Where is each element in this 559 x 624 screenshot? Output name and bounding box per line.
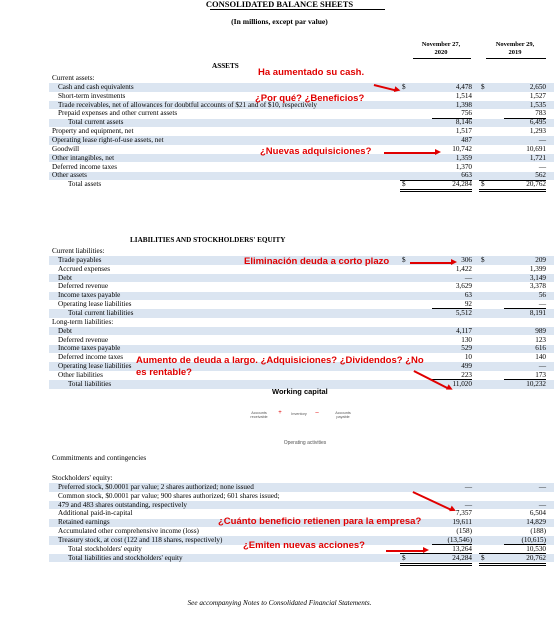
row-label: Income taxes payable [58, 291, 121, 300]
title-underline [210, 9, 385, 10]
value-2020: 1,514 [455, 91, 472, 100]
annotation-long-debt-1: Aumento de deuda a largo. ¿Adquisiciones? ¿Dividendos? ¿No [136, 355, 424, 366]
value-2019: 6,495 [529, 118, 546, 127]
total-top-rule [479, 553, 546, 554]
value-2019: (10,615) [521, 535, 546, 544]
value-2019: 8,191 [529, 308, 546, 317]
row-label: Other assets [52, 171, 87, 180]
wc-activities: Operating activities [283, 440, 327, 446]
row-label: Retained earnings [58, 518, 110, 527]
row-label: Long-term liabilities: [52, 317, 114, 326]
total-double-rule [400, 563, 472, 566]
wc-plus: + [278, 410, 282, 416]
row-label: Total stockholders' equity [68, 544, 142, 553]
value-2020: 8,146 [455, 118, 472, 127]
value-2019: — [538, 162, 546, 171]
annotation-why: ¿Por qué? ¿Beneficios? [255, 93, 365, 104]
arrow-treasury [386, 550, 424, 552]
dollar-sign: $ [402, 255, 406, 264]
value-2020: 1,359 [455, 153, 472, 162]
annotation-cash: Ha aumentado su cash. [258, 67, 365, 78]
dollar-sign: $ [481, 82, 485, 91]
dollar-sign: $ [402, 553, 406, 562]
row-label: Total current assets [68, 118, 124, 127]
row-label: Goodwill [52, 144, 80, 153]
row-label: Total liabilities [68, 379, 112, 388]
working-capital-title: Working capital [272, 387, 328, 396]
value-2020: 63 [464, 291, 472, 300]
value-2020: — [464, 482, 472, 491]
annotation-long-debt-2: es rentable? [136, 367, 192, 378]
assets-heading: ASSETS [212, 62, 239, 70]
value-2019: 10,691 [526, 144, 546, 153]
row-label: Total liabilities and stockholders' equity [68, 553, 183, 562]
value-2019: 989 [535, 326, 546, 335]
subtotal-rule [504, 118, 546, 119]
dollar-sign: $ [481, 180, 485, 189]
value-2019: 1,293 [529, 127, 546, 136]
value-2019: 209 [535, 255, 546, 264]
subtotal-rule [432, 308, 472, 309]
value-2019: — [538, 300, 546, 309]
row-label: Debt [58, 326, 72, 335]
total-top-rule [400, 180, 472, 181]
value-2020: (13,546) [447, 535, 472, 544]
col-header-2020: November 27, 2020 [421, 41, 461, 56]
value-2020: 223 [461, 370, 472, 379]
value-2019: 14,829 [526, 518, 546, 527]
value-2019: 173 [535, 370, 546, 379]
commitments-label: Commitments and contingencies [52, 454, 147, 462]
value-2020: 756 [461, 109, 472, 118]
row-label: Current assets: [52, 74, 95, 82]
value-2019: 616 [535, 344, 546, 353]
row-label: Current liabilities: [52, 247, 105, 255]
col-header-rule-a [413, 58, 471, 59]
row-band [49, 327, 554, 336]
wc-minus: – [315, 410, 319, 416]
row-label: Trade payables [58, 255, 102, 264]
footer-note: See accompanying Notes to Consolidated Financial Statements. [187, 599, 372, 607]
page-subtitle: (In millions, except par value) [231, 17, 328, 26]
row-band [49, 292, 554, 301]
value-2020: 7,357 [455, 509, 472, 518]
value-2019: — [538, 135, 546, 144]
value-2020: — [464, 500, 472, 509]
row-label: Operating lease right-of-use assets, net [52, 135, 164, 144]
subtotal-rule [504, 544, 546, 545]
annotation-short-debt: Eliminación deuda a corto plazo [244, 256, 390, 267]
value-2020: 529 [461, 344, 472, 353]
value-2020: 306 [461, 255, 472, 264]
dollar-sign: $ [481, 255, 485, 264]
row-label: Deferred income taxes [58, 353, 124, 362]
liabilities-heading: LIABILITIES AND STOCKHOLDERS' EQUITY [130, 236, 286, 244]
value-2019: 6,504 [529, 509, 546, 518]
annotation-shares: ¿Emiten nuevas acciones? [243, 540, 365, 551]
value-2019: 783 [535, 109, 546, 118]
value-2019: 3,378 [529, 282, 546, 291]
row-label: Cash and cash equivalents [58, 82, 134, 91]
total-top-rule [400, 553, 472, 554]
wc-payable: Accounts payable [335, 411, 351, 419]
row-label: Other intangibles, net [52, 153, 115, 162]
value-2019: 20,762 [526, 553, 546, 562]
value-2020: 24,284 [452, 553, 472, 562]
value-2019: 562 [535, 171, 546, 180]
annotation-acquisitions: ¿Nuevas adquisiciones? [260, 146, 372, 157]
subtotal-rule [432, 118, 472, 119]
total-double-rule [479, 189, 546, 192]
row-label: Deferred revenue [58, 335, 109, 344]
value-2020: 10 [464, 353, 472, 362]
row-label: Additional paid-in-capital [58, 509, 133, 518]
row-label: Operating lease liabilities [58, 362, 132, 371]
value-2019: 1,535 [529, 100, 546, 109]
value-2019: 1,721 [529, 153, 546, 162]
row-label: 479 and 483 shares outstanding, respectively [58, 500, 187, 509]
subtotal-rule [504, 379, 546, 380]
annotation-retained: ¿Cuánto beneficio retienen para la empresa? [218, 516, 422, 527]
col-header-rule-b [486, 58, 546, 59]
value-2020: 1,422 [455, 264, 472, 273]
value-2020: 19,611 [452, 518, 472, 527]
row-band [49, 345, 554, 354]
row-label: Treasury stock, at cost (122 and 118 shares, respectively) [58, 535, 223, 544]
row-label: Income taxes payable [58, 344, 121, 353]
value-2019: 10,530 [526, 544, 546, 553]
value-2020: 4,478 [455, 82, 472, 91]
value-2019: (188) [530, 527, 546, 536]
value-2019: — [538, 362, 546, 371]
value-2019: — [538, 500, 546, 509]
row-label: Property and equipment, net [52, 127, 134, 136]
row-band [49, 274, 554, 283]
subtotal-rule [504, 308, 546, 309]
wc-inventory: Inventory [291, 412, 307, 416]
row-label: Trade receivables, net of allowances for doubtful accounts of $21 and of $10, respectively [58, 100, 317, 109]
row-label: Other liabilities [58, 370, 103, 379]
row-label: Short-term investments [58, 91, 126, 100]
value-2019: 123 [535, 335, 546, 344]
row-band [49, 119, 554, 128]
subtotal-rule [432, 379, 472, 380]
col-header-2019: November 29, 2019 [495, 41, 535, 56]
row-label: Deferred revenue [58, 282, 109, 291]
dollar-sign: $ [481, 553, 485, 562]
value-2020: 487 [461, 135, 472, 144]
value-2019: — [538, 482, 546, 491]
row-label: Preferred stock, $0.0001 par value; 2 shares authorized; none issued [58, 482, 254, 491]
value-2020: 1,398 [455, 100, 472, 109]
value-2020: 130 [461, 335, 472, 344]
value-2019: 3,149 [529, 273, 546, 282]
row-label: Total current liabilities [68, 308, 134, 317]
page-title: CONSOLIDATED BALANCE SHEETS [205, 0, 354, 9]
row-label: Common stock, $0.0001 par value; 900 shares authorized; 601 shares issued; [58, 491, 280, 500]
value-2020: 13,264 [452, 544, 472, 553]
value-2020: 499 [461, 362, 472, 371]
value-2019: 140 [535, 353, 546, 362]
value-2020: 5,512 [455, 308, 472, 317]
value-2020: 24,284 [452, 180, 472, 189]
value-2020: 10,742 [452, 144, 472, 153]
value-2019: 2,650 [529, 82, 546, 91]
total-double-rule [400, 189, 472, 192]
row-label: Accumulated other comprehensive income (loss) [58, 527, 199, 536]
value-2020: 1,370 [455, 162, 472, 171]
value-2019: 1,527 [529, 91, 546, 100]
subtotal-rule [432, 544, 472, 545]
row-label: Stockholders' equity: [52, 474, 113, 482]
value-2019: 56 [538, 291, 546, 300]
value-2020: 3,629 [455, 282, 472, 291]
arrow-acquisitions [384, 152, 436, 154]
value-2019: 20,762 [526, 180, 546, 189]
value-2020: 92 [464, 300, 472, 309]
dollar-sign: $ [402, 82, 406, 91]
row-label: Operating lease liabilities [58, 300, 132, 309]
row-label: Total assets [68, 180, 102, 189]
value-2020: (158) [456, 527, 472, 536]
row-label: Debt [58, 273, 72, 282]
value-2020: 4,117 [456, 326, 472, 335]
row-label: Deferred income taxes [52, 162, 118, 171]
wc-receivable: Accounts receivable [250, 411, 268, 419]
value-2019: 10,232 [526, 379, 546, 388]
arrow-short-debt [410, 262, 452, 264]
dollar-sign: $ [402, 180, 406, 189]
total-top-rule [479, 180, 546, 181]
row-label: Prepaid expenses and other current assets [58, 109, 178, 118]
value-2020: — [464, 273, 472, 282]
value-2020: 663 [461, 171, 472, 180]
total-double-rule [479, 563, 546, 566]
value-2020: 1,517 [455, 127, 472, 136]
value-2020: 11,020 [452, 379, 472, 388]
value-2019: 1,399 [529, 264, 546, 273]
row-label: Accrued expenses [58, 264, 111, 273]
